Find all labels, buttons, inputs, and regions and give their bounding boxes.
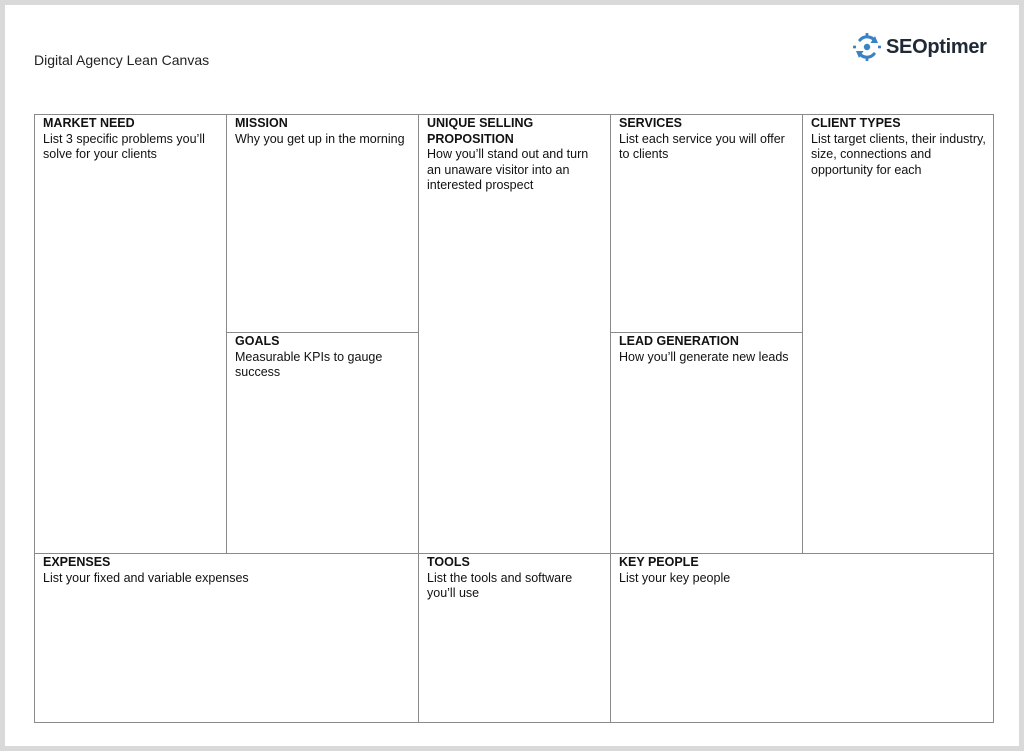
- block-description: List each service you will offer to clients: [619, 131, 785, 161]
- block-description: List your key people: [619, 570, 731, 585]
- market-need-block: [35, 115, 226, 553]
- block-heading: SERVICES: [619, 116, 682, 130]
- block-heading: CLIENT TYPES: [811, 116, 901, 130]
- block-description: List target clients, their industry, size, connections and opportunity for each: [811, 131, 986, 177]
- block-heading: LEAD GENERATION: [619, 334, 739, 348]
- block-description: List 3 specific problems you’ll solve for your clients: [43, 131, 205, 161]
- block-description: How you’ll generate new leads: [619, 349, 789, 364]
- mission-block: [227, 115, 418, 332]
- block-description: How you’ll stand out and turn an unaware visitor into an interested prospect: [427, 147, 589, 192]
- block-heading: MISSION: [235, 116, 288, 130]
- block-description: List the tools and software you’ll use: [427, 570, 573, 600]
- block-heading: MARKET NEED: [43, 116, 135, 130]
- block-description: List your fixed and variable expenses: [43, 570, 249, 585]
- key-people-block: [611, 554, 993, 722]
- block-description: Why you get up in the morning: [235, 131, 405, 146]
- logo-wordmark: SEOptimer: [886, 35, 987, 58]
- unique-selling-proposition-block: [419, 115, 610, 553]
- document-page: [5, 5, 1019, 746]
- block-description: Measurable KPIs to gauge success: [235, 349, 383, 379]
- block-heading: UNIQUE SELLING PROPOSITION: [427, 116, 534, 146]
- client-types-block: [803, 115, 993, 553]
- block-heading: EXPENSES: [43, 555, 111, 569]
- seoptimer-logo: [852, 32, 987, 62]
- block-heading: KEY PEOPLE: [619, 555, 699, 569]
- goals-block: [227, 333, 418, 553]
- tools-block: [419, 554, 610, 722]
- block-heading: TOOLS: [427, 555, 470, 569]
- lead-generation-block: [611, 333, 802, 553]
- gear-sync-icon: [852, 32, 882, 62]
- document-title: Digital Agency Lean Canvas: [34, 52, 210, 68]
- block-heading: GOALS: [235, 334, 280, 348]
- expenses-block: [35, 554, 418, 722]
- lean-canvas-grid: [34, 114, 994, 723]
- services-block: [611, 115, 802, 332]
